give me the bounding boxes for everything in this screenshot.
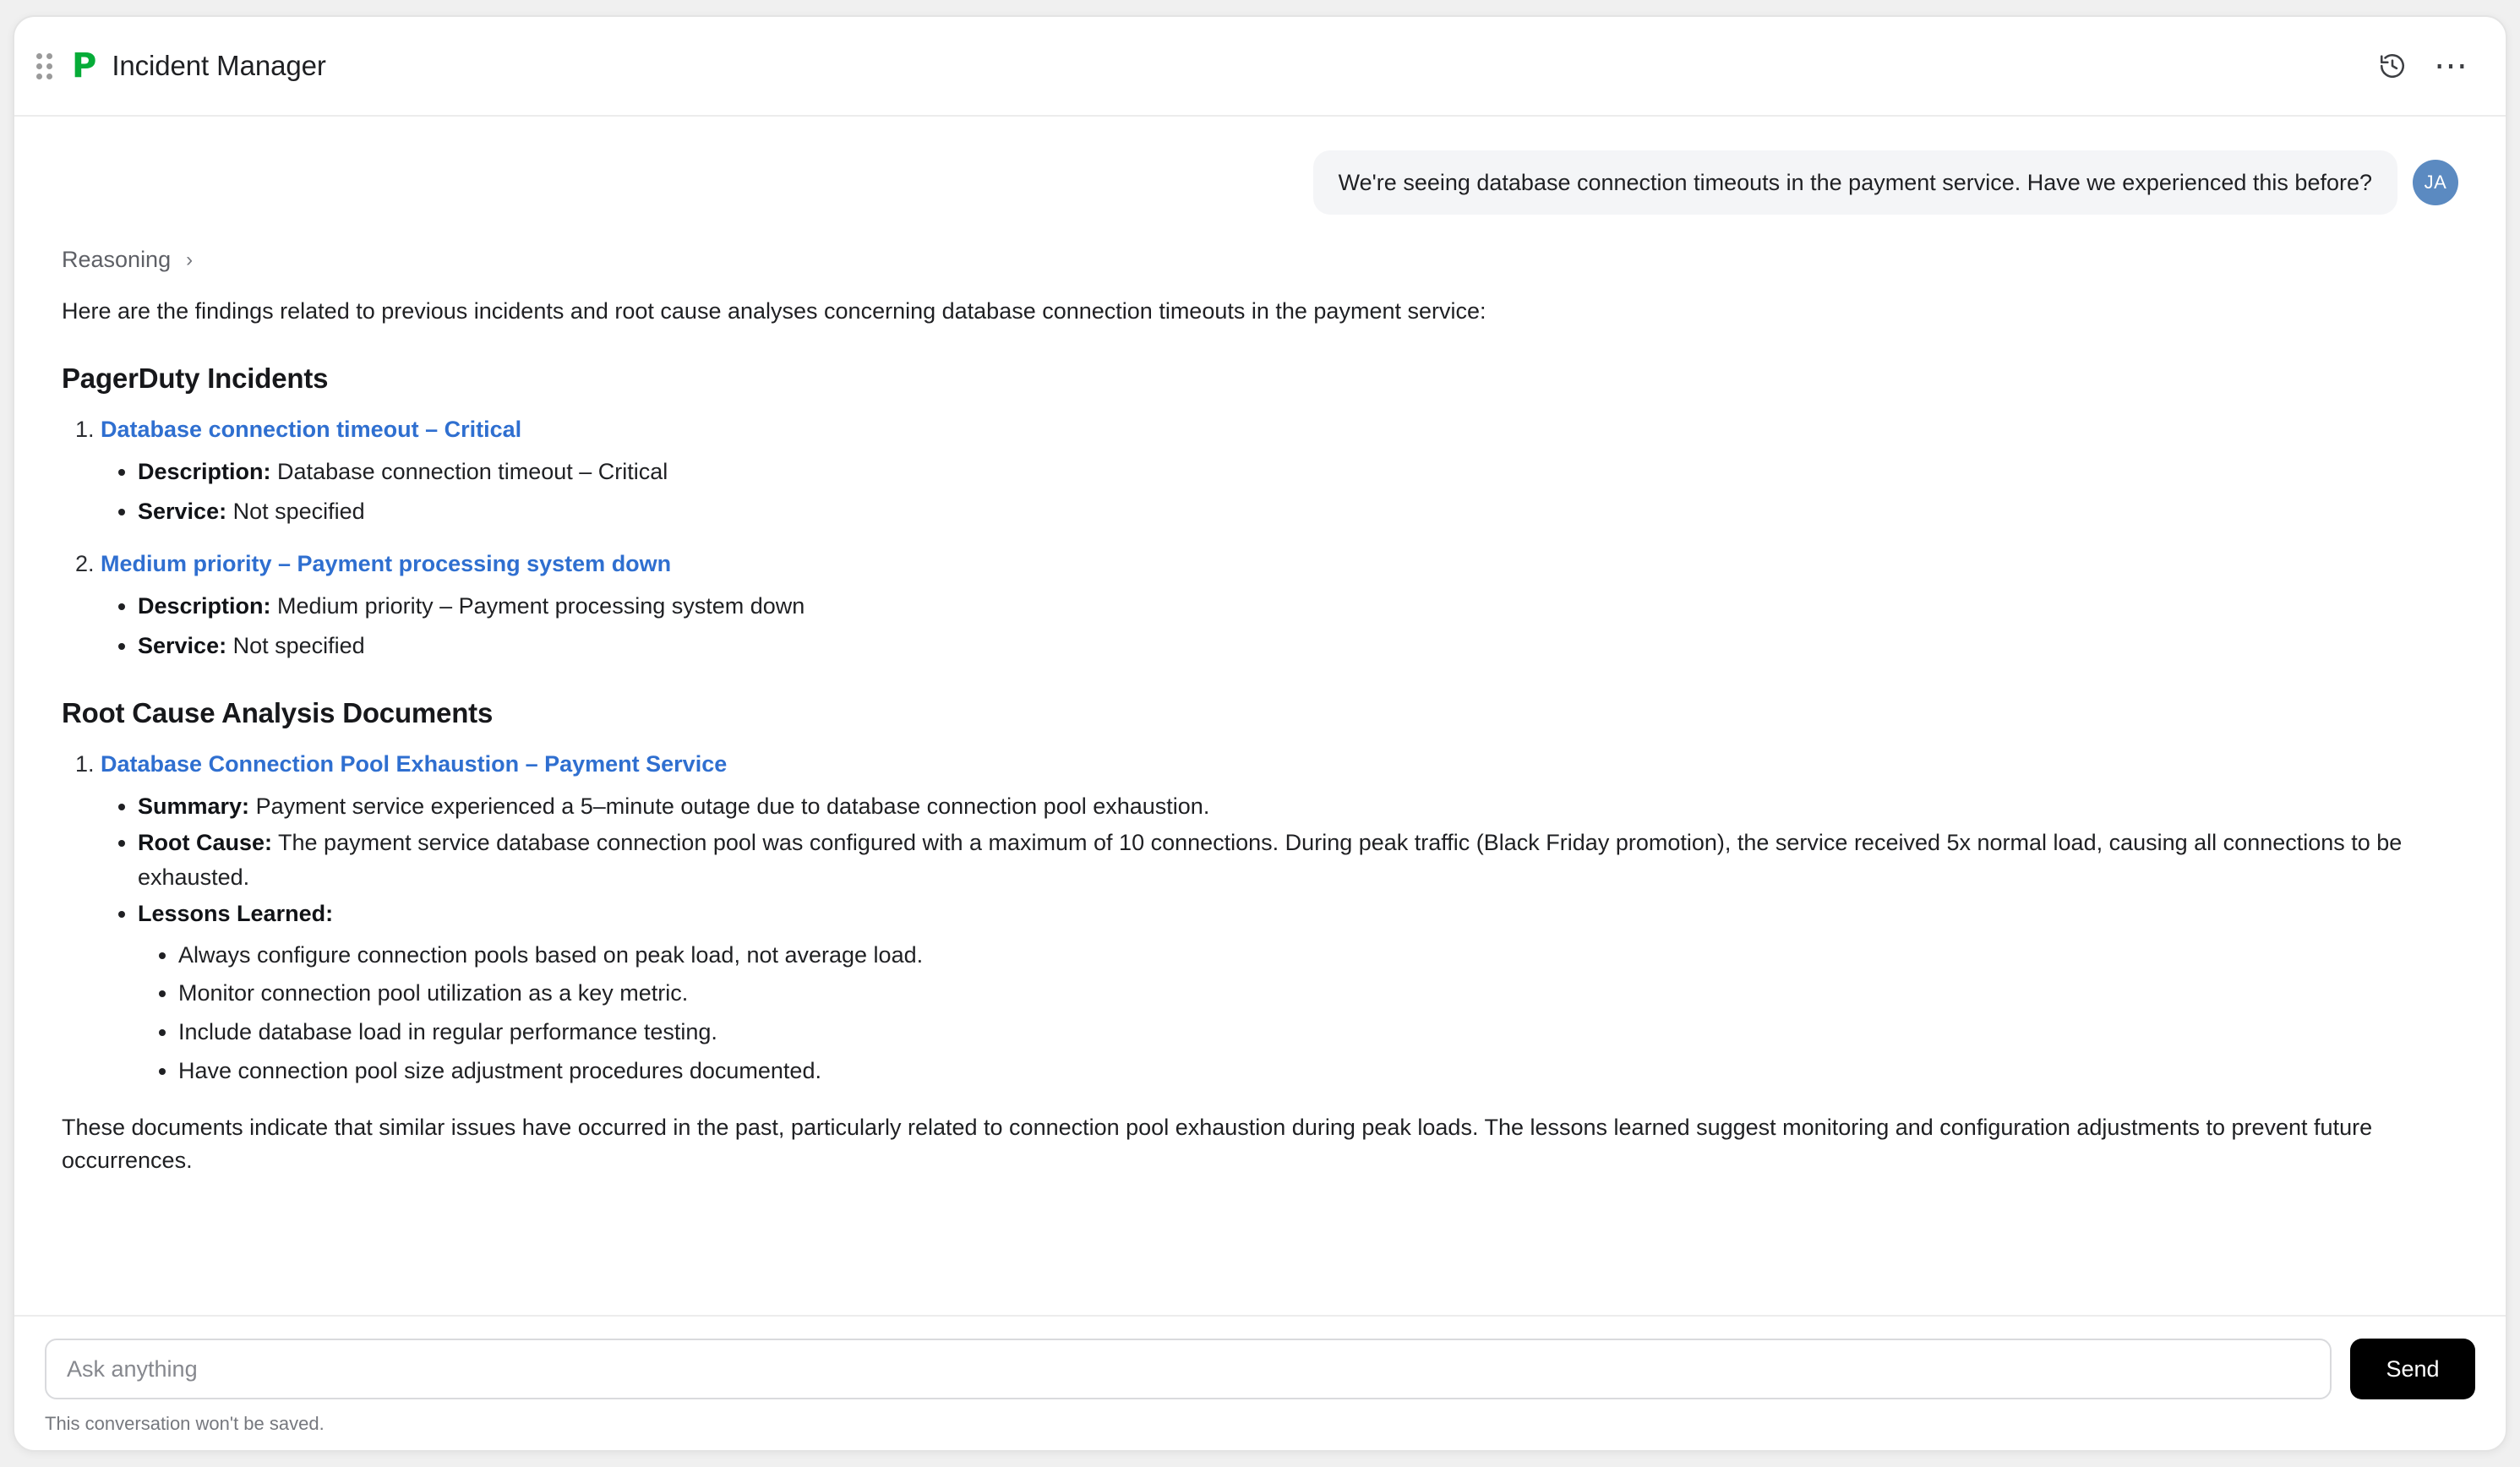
lessons-label: Lessons Learned:: [138, 901, 334, 927]
user-message: We're seeing database connection timeouts in the payment service. Have we experienced this before?: [1313, 150, 2397, 215]
composer-area: [14, 1315, 2506, 1450]
incident-service: [138, 629, 2458, 663]
drag-handle-icon[interactable]: [33, 52, 55, 80]
description-label: Description:: [138, 592, 271, 619]
list-item: • Monitor connection pool utilization as a key metric.: [178, 976, 2458, 1012]
title-bar: [14, 17, 2506, 117]
incident-details: [101, 589, 2458, 663]
chevron-right-icon: ›: [186, 248, 194, 271]
incident-list: [70, 417, 2458, 663]
root-cause-value: The payment service database connection pool was configured with a maximum of 10 connections. During peak traffic (Black Friday promotion), the service received 5x normal load, causing all connections to be exhausted.: [138, 830, 2403, 890]
send-button[interactable]: Send: [2350, 1339, 2475, 1399]
assistant-intro: Here are the findings related to previous incidents and root cause analyses concerning database connection timeouts in the payment service:: [62, 298, 1486, 324]
incident-link[interactable]: Database connection timeout – Critical: [101, 416, 522, 442]
rca-summary: [138, 789, 2458, 824]
root-cause-label: Root Cause:: [138, 830, 273, 856]
incident-description: [138, 589, 2458, 624]
description-value: Medium priority – Payment processing system down: [277, 592, 805, 619]
list-item: [101, 751, 2458, 1089]
list-item: • Have connection pool size adjustment procedures documented.: [178, 1054, 2458, 1089]
rca-root-cause: [138, 826, 2458, 894]
privacy-disclaimer: This conversation won't be saved.: [45, 1413, 325, 1434]
service-value: Not specified: [232, 499, 365, 525]
incident-description: [138, 455, 2458, 489]
assistant-closing: These documents indicate that similar issues have occurred in the past, particularly related to connection pool exhaustion during peak loads. The lessons learned suggest monitoring and configuration adjustments to prevent future occurrences.: [62, 1114, 2373, 1174]
user-message-row: [62, 150, 2458, 215]
description-value: Database connection timeout – Critical: [277, 458, 668, 484]
search-input[interactable]: [45, 1339, 2332, 1399]
section-heading-incidents: PagerDuty Incidents: [62, 362, 329, 394]
rca-document-link[interactable]: Database Connection Pool Exhaustion – Payment Service: [101, 750, 728, 777]
service-value: Not specified: [232, 633, 365, 659]
description-label: Description:: [138, 458, 271, 484]
rca-list: [70, 751, 2458, 1089]
incident-details: [101, 455, 2458, 529]
rca-details: [101, 789, 2458, 1089]
composer-row: [45, 1339, 2475, 1399]
reasoning-label: Reasoning: [62, 247, 172, 273]
list-item: • Include database load in regular performance testing.: [178, 1015, 2458, 1050]
list-item: [101, 551, 2458, 663]
reasoning-toggle[interactable]: [62, 247, 193, 273]
section-heading-rca: Root Cause Analysis Documents: [62, 696, 494, 728]
pagerduty-logo-icon: P: [72, 46, 97, 85]
conversation-area: [14, 117, 2506, 1315]
avatar: JA: [2413, 160, 2458, 205]
summary-label: Summary:: [138, 793, 250, 819]
service-label: Service:: [138, 633, 227, 659]
incident-link[interactable]: Medium priority – Payment processing system down: [101, 550, 672, 576]
incident-service: [138, 494, 2458, 529]
list-item: • Always configure connection pools based on peak load, not average load.: [178, 938, 2458, 973]
more-options-icon[interactable]: ⋯: [2434, 47, 2469, 85]
history-icon[interactable]: [2369, 42, 2416, 90]
service-label: Service:: [138, 499, 227, 525]
page-title: Incident Manager: [112, 50, 326, 81]
summary-value: Payment service experienced a 5–minute outage due to database connection pool exhaustion.: [255, 793, 1210, 819]
app-window: [13, 15, 2507, 1452]
rca-lessons: [138, 897, 2458, 1089]
list-item: [101, 417, 2458, 529]
lessons-list: [138, 938, 2458, 1089]
